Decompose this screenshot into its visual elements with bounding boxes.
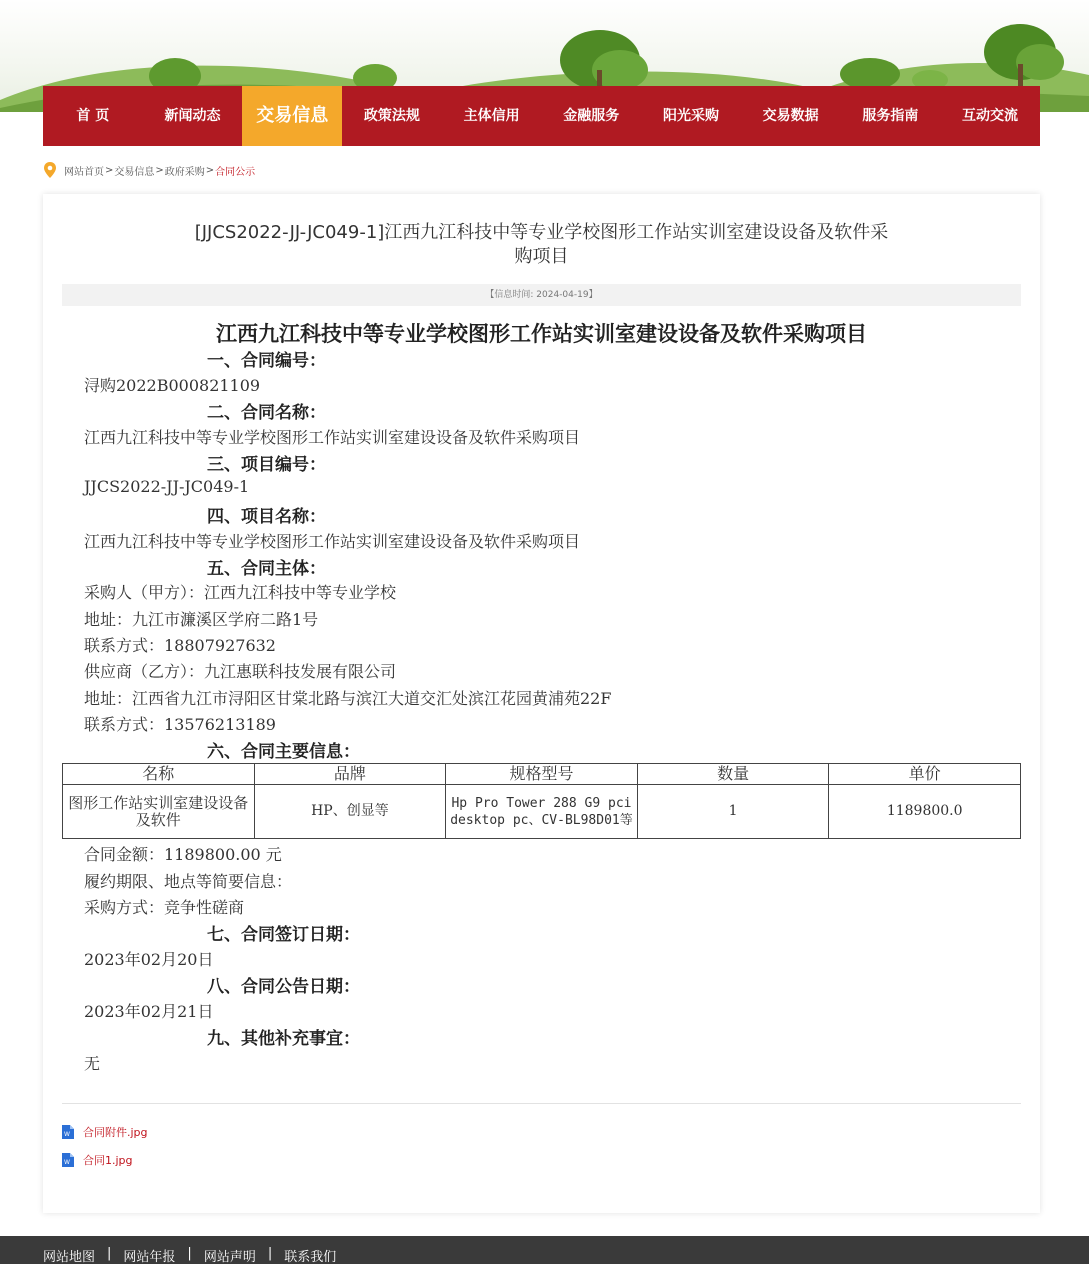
buyer-phone: 联系方式：18807927632	[84, 636, 276, 655]
breadcrumb-gov-purchase-link[interactable]: 政府采购	[164, 166, 205, 178]
nav-item-sunshine-purchase[interactable]: 阳光采购	[662, 108, 719, 124]
announce-date-value: 2023年02月21日	[84, 1002, 214, 1021]
supplier-phone: 联系方式：13576213189	[84, 715, 276, 734]
article-card	[43, 194, 1040, 1213]
nav-item-interaction[interactable]: 互动交流	[962, 108, 1019, 124]
attachment-name[interactable]: 合同附件.jpg	[83, 1126, 148, 1139]
nav-item-credit[interactable]: 主体信用	[463, 108, 520, 124]
breadcrumb	[43, 161, 255, 179]
footer-separator: |	[107, 1246, 112, 1261]
sign-date-value: 2023年02月20日	[84, 950, 214, 969]
section-other-matters-title: 九、其他补充事宜：	[207, 1029, 360, 1049]
item-price-cell: 1189800.0	[829, 785, 1021, 839]
section-announce-date-title: 八、合同公告日期：	[207, 977, 360, 997]
buyer-address: 地址：九江市濂溪区学府二路1号	[84, 610, 319, 629]
breadcrumb-trade-info-link[interactable]: 交易信息	[114, 166, 155, 178]
word-file-icon	[62, 1125, 74, 1139]
divider	[62, 1103, 1021, 1104]
nav-item-policy[interactable]: 政策法规	[363, 108, 420, 124]
breadcrumb-separator: >	[205, 164, 215, 176]
item-name-cell: 图形工作站实训室建设设备及软件	[63, 785, 255, 839]
buyer-line: 采购人（甲方）：江西九江科技中等专业学校	[84, 583, 397, 602]
nav-item-service-guide[interactable]: 服务指南	[862, 108, 919, 124]
main-nav	[43, 86, 1040, 146]
other-matters-value: 无	[84, 1054, 101, 1073]
attachment-link[interactable]	[62, 1124, 148, 1140]
contract-amount: 合同金额：1189800.00 元	[84, 845, 282, 864]
article-title: [JJCS2022-JJ-JC049-1]江西九江科技中等专业学校图形工作站实训室建设设备及软件采购项目	[194, 222, 889, 267]
attachment-name[interactable]: 合同1.jpg	[83, 1154, 133, 1167]
attachment-link[interactable]	[62, 1152, 133, 1168]
purchase-method: 采购方式：竞争性磋商	[84, 898, 245, 917]
nav-item-home[interactable]: 首 页	[76, 108, 110, 124]
section-sign-date-title: 七、合同签订日期：	[207, 925, 360, 945]
footer-separator: |	[187, 1246, 192, 1261]
section-contract-number-title: 一、合同编号：	[207, 351, 326, 371]
svg-text:W: W	[64, 1131, 70, 1138]
breadcrumb-separator: >	[155, 164, 164, 176]
table-header-cell: 品牌	[254, 764, 446, 785]
performance-brief: 履约期限、地点等简要信息：	[84, 872, 293, 891]
contract-number-value: 浔购2022B000821109	[84, 376, 261, 395]
table-header-cell: 单价	[829, 764, 1021, 785]
info-time-bar: 【信息时间: 2024-04-19】	[62, 284, 1021, 306]
document-heading: 江西九江科技中等专业学校图形工作站实训室建设设备及软件采购项目	[216, 321, 867, 346]
table-header-cell: 名称	[63, 764, 255, 785]
svg-text:W: W	[64, 1159, 70, 1166]
section-project-name-title: 四、项目名称：	[207, 507, 326, 527]
project-name-value: 江西九江科技中等专业学校图形工作站实训室建设设备及软件采购项目	[84, 532, 581, 551]
section-contract-name-title: 二、合同名称：	[207, 403, 326, 423]
table-row	[63, 785, 1021, 839]
breadcrumb-home-link[interactable]: 网站首页	[64, 166, 104, 178]
footer-link-statement[interactable]: 网站声明	[203, 1250, 256, 1265]
location-pin-icon	[43, 162, 57, 178]
breadcrumb-separator: >	[105, 164, 114, 176]
item-brand-cell: HP、创显等	[254, 785, 446, 839]
table-header-cell: 数量	[637, 764, 829, 785]
footer-links	[43, 1246, 336, 1265]
footer-link-sitemap[interactable]: 网站地图	[43, 1250, 96, 1265]
nav-item-news[interactable]: 新闻动态	[164, 108, 221, 124]
item-model-cell: Hp Pro Tower 288 G9 pci desktop pc、CV-BL98D01等	[446, 785, 638, 839]
nav-item-trade-info[interactable]: 交易信息	[242, 86, 342, 146]
section-project-number-title: 三、项目编号：	[207, 455, 326, 475]
table-header-cell: 规格型号	[446, 764, 638, 785]
footer-separator: |	[267, 1246, 273, 1261]
breadcrumb-current[interactable]: 合同公示	[215, 166, 256, 178]
footer-link-contact[interactable]: 联系我们	[284, 1250, 337, 1265]
nav-item-trade-data[interactable]: 交易数据	[762, 108, 819, 124]
contract-name-value: 江西九江科技中等专业学校图形工作站实训室建设设备及软件采购项目	[84, 428, 581, 447]
word-file-icon	[62, 1153, 74, 1167]
site-footer	[0, 1236, 1089, 1264]
supplier-address: 地址：江西省九江市浔阳区甘棠北路与滨江大道交汇处滨江花园黄浦苑22F	[84, 689, 612, 708]
item-quantity-cell: 1	[637, 785, 829, 839]
section-main-info-title: 六、合同主要信息：	[207, 742, 360, 762]
section-parties-title: 五、合同主体：	[207, 559, 326, 579]
table-header-row	[63, 764, 1021, 785]
contract-items-table	[62, 763, 1021, 839]
nav-item-finance[interactable]: 金融服务	[563, 108, 620, 124]
supplier-line: 供应商（乙方）：九江惠联科技发展有限公司	[84, 662, 397, 681]
footer-link-annual-report[interactable]: 网站年报	[123, 1250, 176, 1265]
project-number-value: JJCS2022-JJ-JC049-1	[84, 477, 250, 496]
